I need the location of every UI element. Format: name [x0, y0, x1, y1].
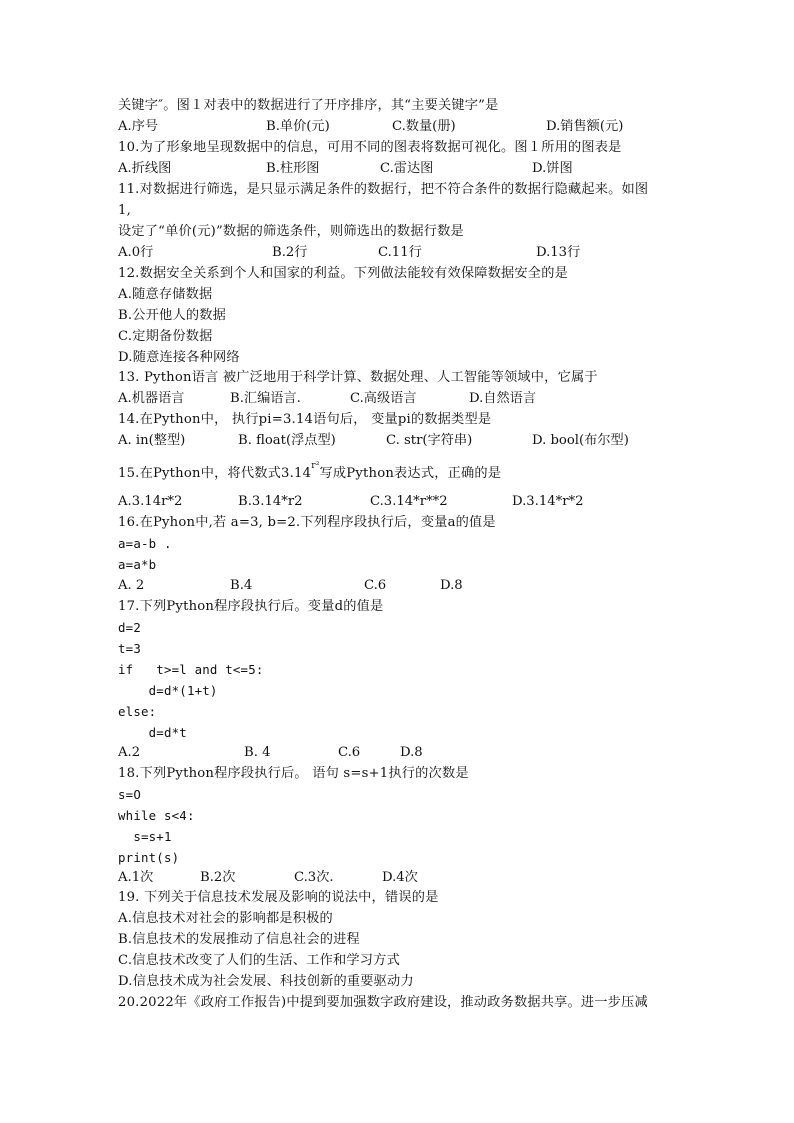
q15-option-a: A.3.14r*2	[118, 494, 183, 509]
q12-option-b: B.公开他人的数据	[118, 308, 226, 323]
q17-option-c: C.6	[338, 745, 361, 760]
q11-stem-line3: 设定了“单价(元)”数据的筛选条件，则筛选出的数据行数是	[118, 224, 464, 239]
q17-option-d: D.8	[400, 745, 423, 760]
q17-option-a: A.2	[118, 745, 141, 760]
q19-option-d: D.信息技术成为社会发展、科技创新的重要驱动力	[118, 974, 414, 989]
q18-stem: 18.下列Python程序段执行后。 语句 s=s+1执行的次数是	[118, 766, 469, 781]
q14-option-c: C. str(字符串)	[386, 433, 473, 448]
q18-option-c: C.3次.	[294, 870, 334, 885]
q16-code-line: a=a*b	[118, 557, 157, 572]
q17-code-line: if t>=l and t<=5:	[118, 662, 264, 677]
q10-stem: 10.为了形象地呈现数据中的信息，可用不同的图表将数据可视化。图１所用的图表是	[118, 140, 622, 155]
q14-option-b: B. float(浮点型)	[238, 433, 336, 448]
q13-option-a: A.机器语言	[118, 391, 185, 406]
q18-option-a: A.1次	[118, 870, 154, 885]
q10-option-b: B.柱形图	[266, 161, 320, 176]
q18-option-b: B.2次	[200, 870, 236, 885]
q9-option-a: A.序号	[118, 119, 159, 134]
q11-option-d: D.13行	[536, 245, 581, 260]
q13-option-c: C.高级语言	[350, 391, 417, 406]
q19-option-b: B.信息技术的发展推动了信息社会的进程	[118, 932, 360, 947]
q11-option-c: C.11行	[378, 245, 422, 260]
q15-stem-before: 15.在Python中，将代数式3.14	[118, 466, 312, 481]
q17-option-b: B. 4	[244, 745, 271, 760]
q18-code-line: while s<4:	[118, 808, 195, 823]
q12-option-d: D.随意连接各种网络	[118, 350, 240, 365]
q16-stem: 16.在Pyhon中,若 a=3, b=2.下列程序段执行后，变量a的值是	[118, 515, 496, 530]
q18-code-line: s=O	[118, 787, 141, 802]
q19-stem: 19. 下列关于信息技术发展及影响的说法中，错误的是	[118, 890, 439, 905]
q15-stem-after: 写成Python表达式，正确的是	[319, 466, 502, 481]
q14-stem: 14.在Python中， 执行pi=3.14语句后， 变量pi的数据类型是	[118, 412, 492, 427]
q16-option-b: B.4	[230, 578, 253, 593]
q17-code-line: t=3	[118, 641, 141, 656]
q16-option-c: C.6	[364, 578, 387, 593]
q11-option-a: A.0行	[118, 245, 154, 260]
q9-option-b: B.单价(元)	[266, 119, 330, 134]
q13-option-b: B.汇编语言.	[230, 391, 301, 406]
q18-code-line: print(s)	[118, 850, 180, 865]
q16-code-line: a=a-b .	[118, 536, 172, 551]
q18-option-d: D.4次	[382, 870, 418, 885]
q13-stem: 13. Python语言 被广泛地用于科学计算、数据处理、人工智能等领域中，它属于	[118, 370, 598, 385]
q12-stem: 12.数据安全关系到个人和国家的利益。下列做法能较有效保障数据安全的是	[118, 266, 568, 281]
q11-option-b: B.2行	[272, 245, 308, 260]
q10-option-d: D.饼图	[532, 161, 573, 176]
q11-stem-line2: 1,	[118, 203, 131, 218]
q10-option-a: A.折线图	[118, 161, 172, 176]
q16-option-d: D.8	[440, 578, 463, 593]
q17-code-line: d=d*t	[118, 725, 187, 740]
q13-option-d: D.自然语言	[469, 391, 537, 406]
q17-code-line: else:	[118, 704, 157, 719]
q15-option-d: D.3.14*r*2	[512, 494, 584, 509]
q17-stem: 17.下列Python程序段执行后。变量d的值是	[118, 599, 384, 614]
q17-code-line: d=2	[118, 620, 141, 635]
q19-option-c: C.信息技术改变了人们的生活、工作和学习方式	[118, 953, 400, 968]
q20-stem: 20.2022年《政府工作报告)中提到要加强数字政府建设，推动政务数据共享。进一步压减	[118, 995, 648, 1010]
q16-option-a: A. 2	[118, 578, 145, 593]
q11-stem-line1: 11.对数据进行筛选，是只显示满足条件的数据行，把不符合条件的数据行隐藏起来。如图	[118, 182, 649, 197]
q15-option-b: B.3.14*r2	[238, 494, 303, 509]
q9-option-d: D.销售额(元)	[546, 119, 624, 134]
q15-stem	[118, 461, 502, 483]
q9-stem: 关键字″。图１对表中的数据进行了开序排序，其“主要关键字”是	[118, 98, 499, 113]
q17-code-line: d=d*(1+t)	[118, 683, 218, 698]
q14-option-d: D. bool(布尔型)	[532, 433, 629, 448]
q18-code-line: s=s+1	[118, 829, 172, 844]
q15-exponent: r²	[311, 461, 320, 471]
q12-option-c: C.定期备份数据	[118, 329, 213, 344]
q15-option-c: C.3.14*r**2	[370, 494, 448, 509]
q19-option-a: A.信息技术对社会的影响都是积极的	[118, 911, 333, 926]
q9-option-c: C.数量(册)	[392, 119, 456, 134]
q10-option-c: C.雷达图	[380, 161, 434, 176]
q14-option-a: A. in(整型)	[118, 433, 186, 448]
q12-option-a: A.随意存储数据	[118, 287, 213, 302]
